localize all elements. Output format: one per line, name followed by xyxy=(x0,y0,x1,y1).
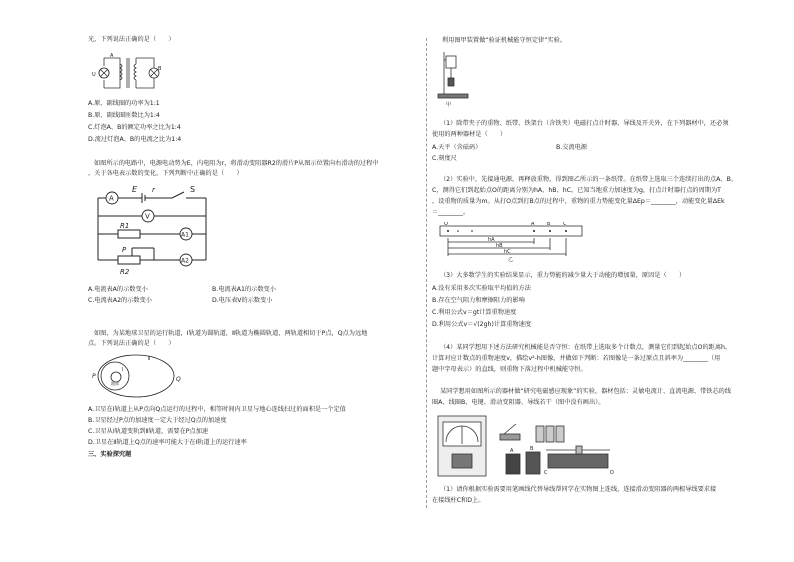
induction-p1-line1: 某同学想用如图所示的器材做“研究电磁感应现象”的实验，器材包括：灵敏电流计、直流电源、带铁芯的线 xyxy=(440,388,732,395)
question-orbit-stem-1: 如图，为某地球卫星的运行轨道，Ⅰ轨道为圆轨道，Ⅱ轨道为椭圆轨道，两轨道相切于P点，Q点为远地 xyxy=(94,330,368,337)
figure-jia-label: 甲 xyxy=(446,102,452,108)
energy-p1-line2: 使用的两种器材是（ ） xyxy=(432,131,507,138)
paper-tape-figure-yi xyxy=(438,222,588,262)
energy-p2-line2: C，测得它们到起始点O的距离分别为hA、hB、hC。已知当地重力加速度为g，打点计时器打点的周期为T xyxy=(432,187,721,194)
tape-b-label: B xyxy=(547,222,551,227)
tape-yi-label: 乙 xyxy=(508,257,514,262)
circuit-option-c: C.电流表A2的示数变小 xyxy=(88,297,152,304)
energy-intro: 利用图甲装置做“验证机械能守恒定律”实验。 xyxy=(442,37,566,44)
orbit-option-b: B.卫星经过P点的加速度一定大于经过Q点的加速度 xyxy=(88,417,227,424)
right-column xyxy=(432,0,738,562)
energy-p2-line1: （2）实验中，先接通电源，再释放重物，得到图乙所示的一条纸带。在纸带上选取三个连续打出的点A、B、 xyxy=(440,176,738,183)
energy-p1-option-a: A.天平（含砝码） xyxy=(432,144,482,151)
resistance-r-label: r xyxy=(152,186,155,194)
column-divider xyxy=(426,38,427,508)
energy-p4-line1: （4）某同学想用下述方法研究机械能是否守恒：在纸带上选取多个计数点，测量它们到起始点O的距离h， xyxy=(440,344,732,351)
question-circuit-stem-2: ，关于各电表示数的变化，下列判断中正确的是（ ） xyxy=(88,170,243,177)
terminal-d-label: D xyxy=(610,470,614,476)
tape-hc-label: hC xyxy=(504,249,511,255)
label-u: U xyxy=(92,72,96,78)
question-orbit-stem-2: 点。下列说法正确的是（ ） xyxy=(88,340,175,347)
transformer-option-d: D.流过灯泡A、B的电流之比为1:4 xyxy=(88,136,182,143)
earth-label: 地球 xyxy=(111,381,119,386)
transformer-diagram xyxy=(90,52,166,94)
orbit-option-a: A.卫星在Ⅰ轨道上从P点向Q点运行的过程中，相等时间内卫星与地心连线扫过的面积是一个定值 xyxy=(88,406,346,413)
transformer-option-a: A.原、副线圈的功率为1:1 xyxy=(88,100,160,107)
orbit-option-c: C.卫星从Ⅰ轨道变轨到Ⅱ轨道，需要在P点加速 xyxy=(88,428,209,435)
energy-p3-option-c: C.利用公式v＝gt计算重物速度 xyxy=(432,309,517,316)
energy-p4-line3: 题中字母表示）的直线，则重物下落过程中机械能守恒。 xyxy=(432,366,587,373)
label-b: B xyxy=(158,66,162,72)
energy-p3-option-d: D.利用公式v＝√(2gh)计算重物速度 xyxy=(432,321,532,328)
ammeter-a-label: A xyxy=(109,194,114,203)
circuit-option-d: D.电压表V的示数变小 xyxy=(212,297,273,304)
induction-p2-line1: （1）请你根据实验需要用笔画线代替导线帮同学在实物图上连线，连接滑动变阻器的两根导线要求接 xyxy=(440,486,717,493)
energy-p3-option-a: A.没有采用多次实验取平均值的方法 xyxy=(432,285,531,292)
coil-a-label: A xyxy=(510,448,514,454)
energy-p1-option-c: C.刻度尺 xyxy=(432,155,457,162)
point-q-label: Q xyxy=(176,376,181,383)
left-column xyxy=(88,0,418,562)
tape-ha-label: hA xyxy=(488,237,495,243)
circuit-diagram xyxy=(92,184,212,276)
energy-p1-option-b: B.交流电源 xyxy=(556,144,587,151)
ammeter-a2-label: A2 xyxy=(181,257,189,265)
energy-p3-option-b: B.存在空气阻力和摩擦阻力的影响 xyxy=(432,297,525,304)
voltmeter-v-label: V xyxy=(145,212,150,221)
orbit-option-d: D.卫星在Ⅱ轨道上Q点的速率可能大于在Ⅰ轨道上的运行速率 xyxy=(88,439,247,446)
energy-p2-line3: ，设重物的质量为m。从打O点到打B点的过程中，重物的重力势能变化量ΔEp＝________，动能变化量ΔEk xyxy=(432,198,725,205)
energy-p1-line1: （1）除带夹子的重物、纸带、铁架台（含铁夹）电磁打点计时器、导线及开关外，在下列器材中，还必须 xyxy=(440,120,729,127)
section-title: 三、实验探究题 xyxy=(88,451,132,458)
induction-apparatus-figure xyxy=(436,412,636,480)
orbit-diagram xyxy=(90,352,182,400)
energy-p3-stem: （3）大多数学生的实验结果显示，重力势能的减少量大于动能的增加量，原因是（ ） xyxy=(440,272,686,279)
tape-c-label: C xyxy=(563,222,567,227)
terminal-c-label: C xyxy=(544,470,548,476)
emf-e-label: E xyxy=(132,185,138,194)
transformer-option-c: C.灯泡A、B的额定功率之比为1:4 xyxy=(88,124,181,131)
transformer-option-b: B.原、副线圈匝数比为1:4 xyxy=(88,112,160,119)
orbit-one-label: Ⅰ xyxy=(122,367,124,373)
r2-label: R2 xyxy=(120,268,130,276)
question-circuit-stem-1: 如图所示的电路中，电源电动势为E，内电阻为r，将滑动变阻器R2的滑片P从图示位置向右滑动的过程中 xyxy=(94,160,379,167)
induction-p2-line2: 在接线柱C和D上。 xyxy=(432,497,485,504)
apparatus-figure-jia xyxy=(436,50,472,108)
energy-p2-line4: ＝________。 xyxy=(432,209,470,216)
induction-p1-line2: 圈A、线圈B、电键、滑动变阻器、导线若干（图中没有画出）。 xyxy=(432,399,605,406)
tape-o-label: O xyxy=(444,222,448,227)
r1-label: R1 xyxy=(120,222,130,230)
label-a: A xyxy=(110,53,114,59)
p-label: P xyxy=(122,246,127,254)
point-p-label: P xyxy=(92,373,96,380)
tape-hb-label: hB xyxy=(496,243,503,249)
switch-s-label: S xyxy=(190,185,196,194)
circuit-option-a: A.电流表A的示数变小 xyxy=(88,286,148,293)
question-transformer-stem: 光，下列说法正确的是（ ） xyxy=(88,36,175,43)
tape-a-label: A xyxy=(531,222,535,227)
ammeter-a1-label: A1 xyxy=(181,231,189,239)
orbit-two-label: Ⅱ xyxy=(148,356,151,362)
coil-b-label: B xyxy=(530,446,534,452)
energy-p4-line2: 计算对应计数点的重物速度v，描绘v²-h图像，并做如下判断：若图像是一条过原点且斜率为________（用 xyxy=(432,355,721,362)
circuit-option-b: B.电流表A1的示数变小 xyxy=(212,286,276,293)
